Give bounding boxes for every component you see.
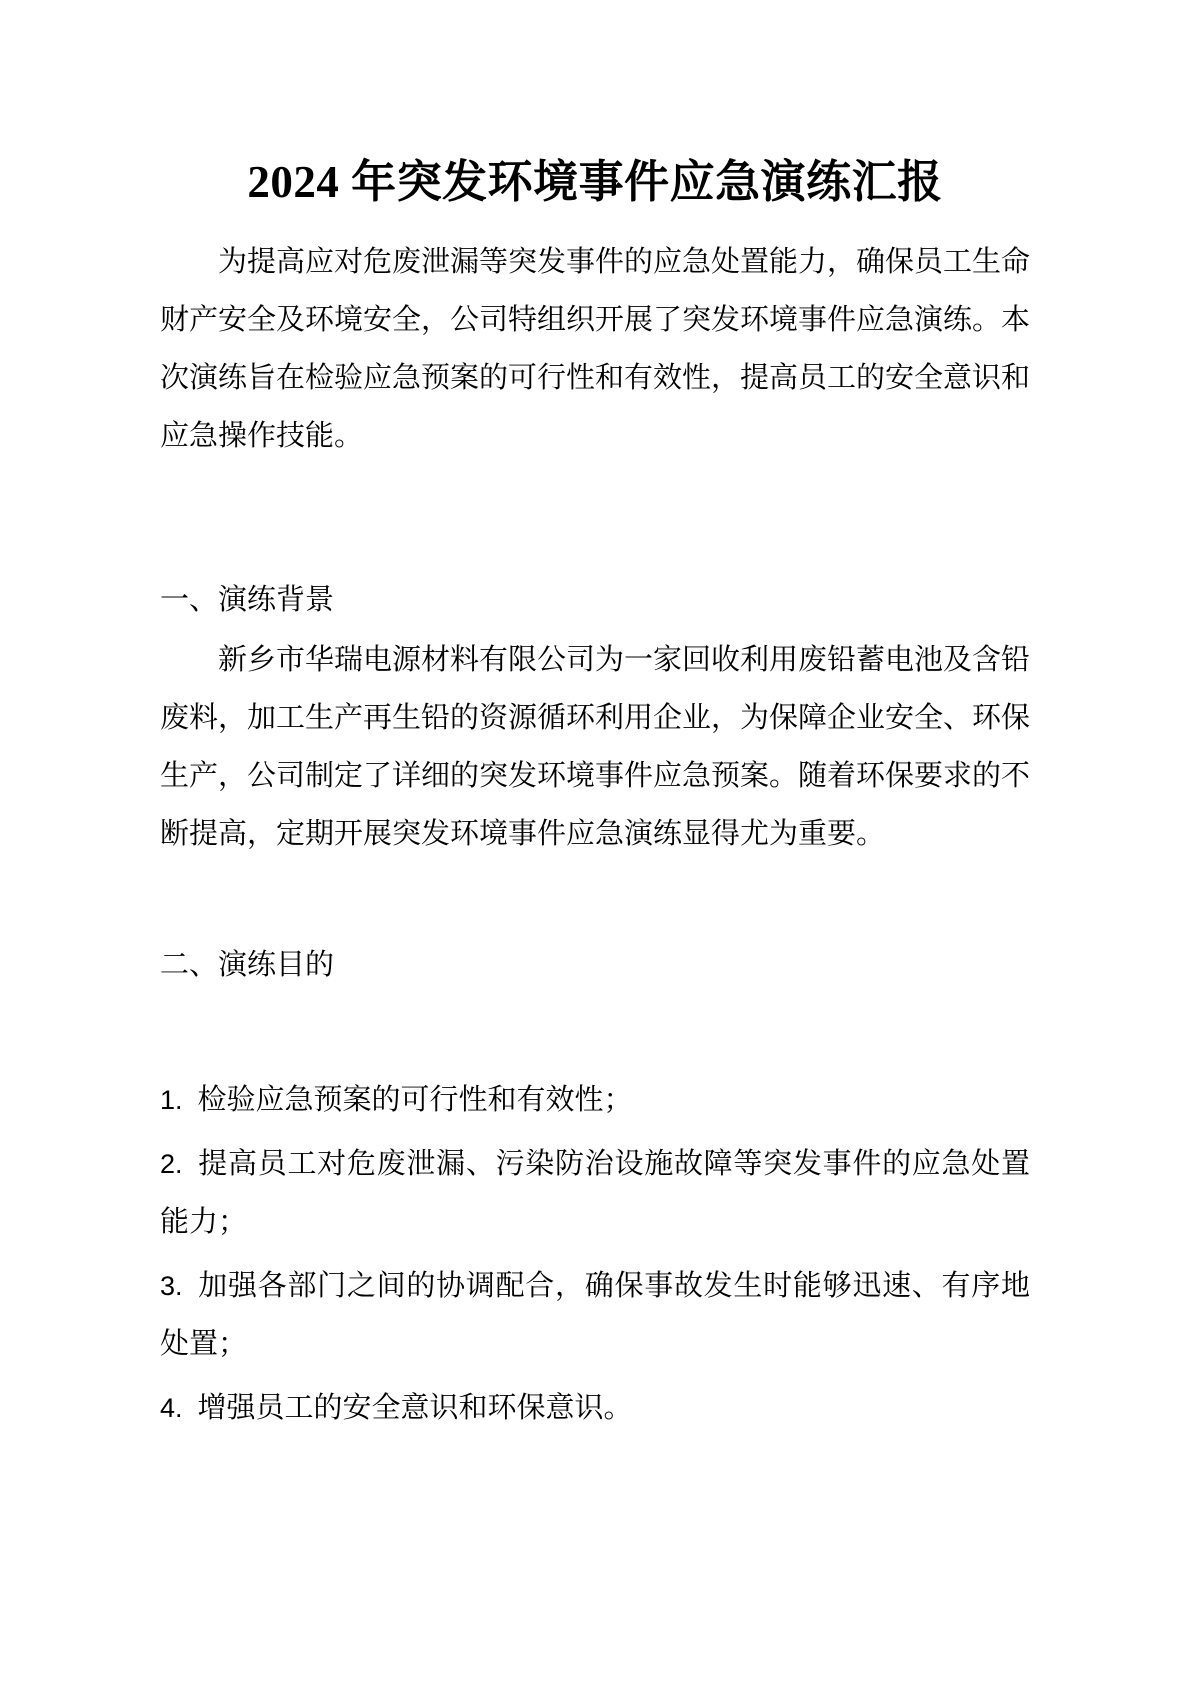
purpose-list — [160, 1071, 1030, 1437]
list-item — [160, 1135, 1030, 1251]
background-paragraph: 新乡市华瑞电源材料有限公司为一家回收利用废铅蓄电池及含铅废料，加工生产再生铅的资源循环利用企业，为保障企业安全、环保生产，公司制定了详细的突发环境事件应急预案。随着环保要求的不断提高，定期开展突发环境事件应急演练显得尤为重要。 — [160, 644, 1031, 850]
intro-paragraph: 为提高应对危废泄漏等突发事件的应急处置能力，确保员工生命财产安全及环境安全，公司特组织开展了突发环境事件应急演练。本次演练旨在检验应急预案的可行性和有效性，提高员工的安全意识和应急操作技能。 — [160, 246, 1031, 452]
list-item-number: 2. — [160, 1149, 183, 1179]
section-heading-background: 一、演练背景 — [160, 584, 335, 616]
list-item-number: 3. — [160, 1271, 183, 1301]
page-title: 2024 年突发环境事件应急演练汇报 — [247, 157, 943, 207]
list-item-text: 检验应急预案的可行性和有效性； — [197, 1084, 633, 1116]
list-item — [160, 1379, 1030, 1437]
list-item-text: 提高员工对危废泄漏、污染防治设施故障等突发事件的应急处置能力； — [160, 1148, 1030, 1238]
list-item-text: 增强员工的安全意识和环保意识。 — [197, 1392, 633, 1424]
list-item-number: 4. — [160, 1393, 183, 1423]
list-item-text: 加强各部门之间的协调配合，确保事故发生时能够迅速、有序地处置； — [160, 1270, 1030, 1360]
list-item — [160, 1071, 1030, 1129]
list-item-number: 1. — [160, 1085, 183, 1115]
list-item — [160, 1257, 1030, 1373]
section-heading-purpose: 二、演练目的 — [160, 949, 335, 981]
